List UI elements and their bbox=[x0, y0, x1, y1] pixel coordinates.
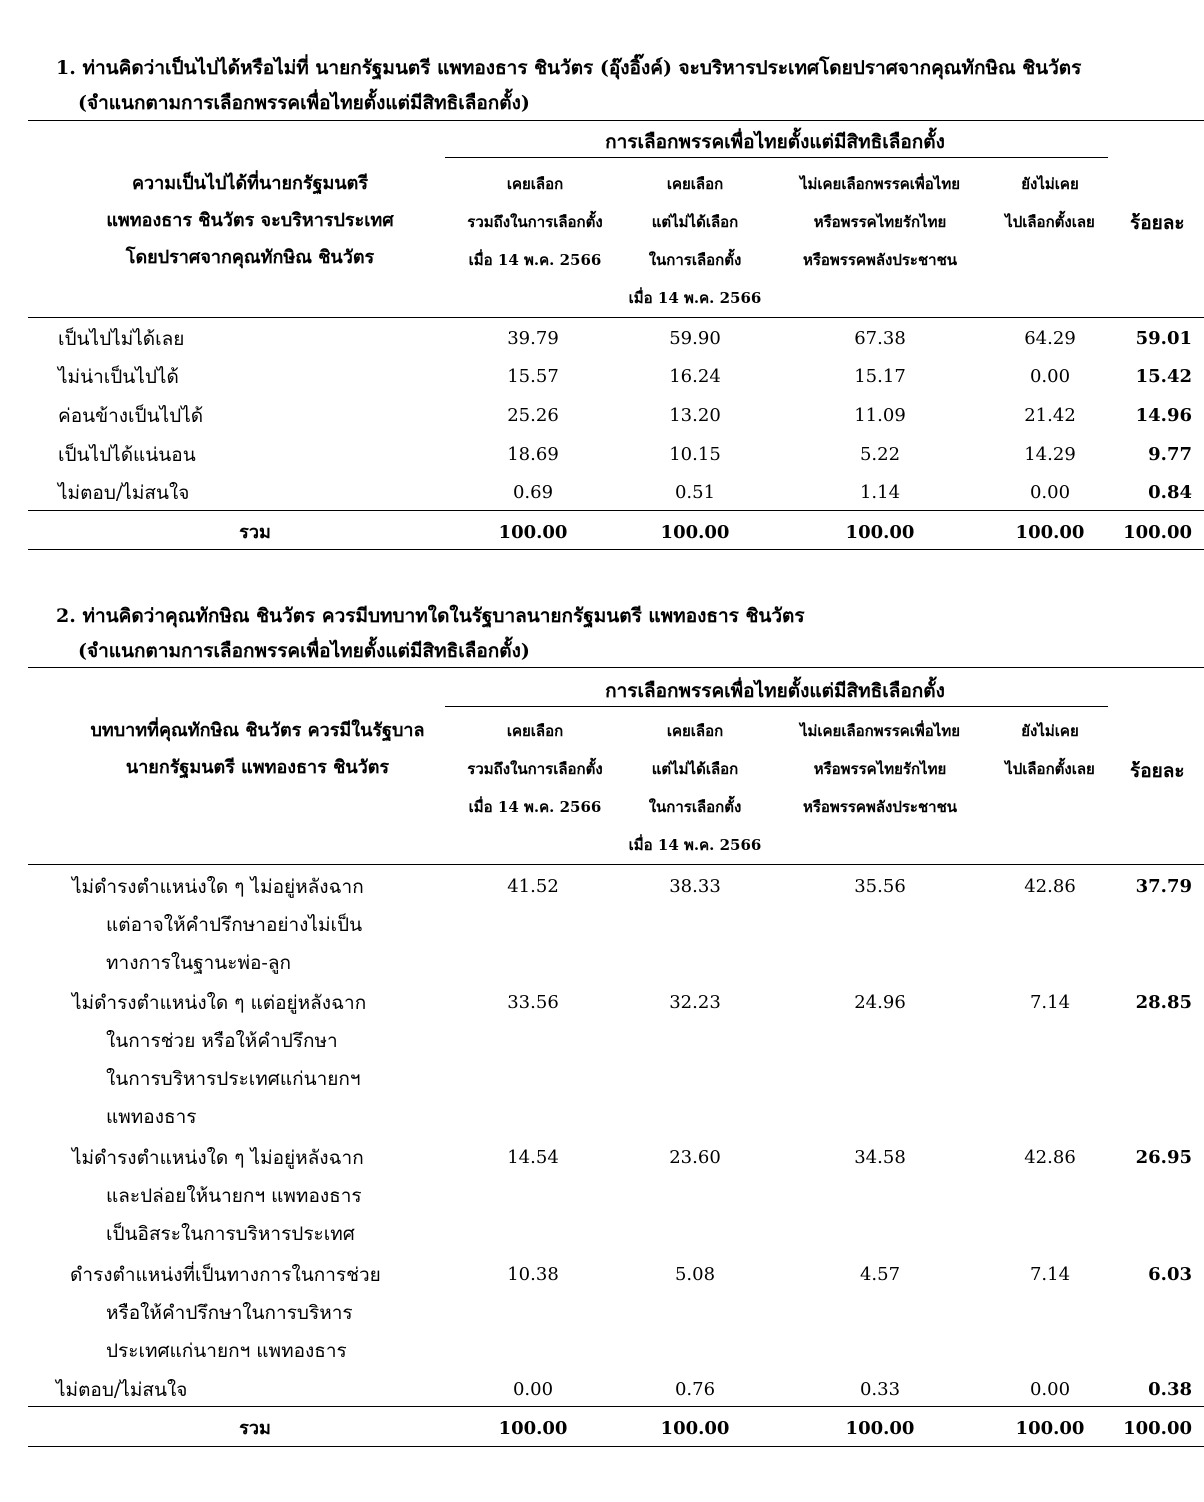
value-cell: 0.00 bbox=[512, 1379, 554, 1400]
table1-top-rule bbox=[28, 120, 1204, 121]
value-cell: 34.58 bbox=[854, 1147, 906, 1168]
table2-col-header-4: ยังไม่เคย ไปเลือกตั้งเลย bbox=[1005, 722, 1095, 778]
table1-col-header-4: ยังไม่เคย ไปเลือกตั้งเลย bbox=[1005, 175, 1095, 231]
total-cell: 100.00 bbox=[845, 522, 915, 543]
value-cell: 1.14 bbox=[859, 482, 901, 503]
value-cell: 0.76 bbox=[674, 1379, 716, 1400]
total-label: รวม bbox=[239, 522, 271, 543]
row-label: ไม่น่าเป็นไปได้ bbox=[58, 366, 179, 388]
value-cell: 0.69 bbox=[512, 482, 554, 503]
value-cell: 16.24 bbox=[669, 366, 721, 387]
table1-group-rule bbox=[445, 157, 1108, 158]
row-label: ไม่ดำรงตำแหน่งใด ๆ ไม่อยู่หลังฉาก และปล่อยให้นายกฯ แพทองธาร เป็นอิสระในการบริหารประเทศ bbox=[72, 1147, 364, 1245]
value-cell: 7.14 bbox=[1029, 1264, 1071, 1285]
value-cell: 38.33 bbox=[669, 876, 721, 897]
value-cell: 33.56 bbox=[507, 992, 559, 1013]
table2-col-header-3: ไม่เคยเลือกพรรคเพื่อไทย หรือพรรคไทยรักไทย หรือพรรคพลังประชาชน bbox=[799, 722, 961, 816]
row-label: ไม่ดำรงตำแหน่งใด ๆ ไม่อยู่หลังฉาก แต่อาจให้คำปรึกษาอย่างไม่เป็น ทางการในฐานะพ่อ-ลูก bbox=[72, 876, 364, 974]
table2-col-header-2: เคยเลือก แต่ไม่ได้เลือก ในการเลือกตั้ง เมื่อ 14 พ.ค. 2566 bbox=[628, 722, 762, 854]
value-cell: 7.14 bbox=[1029, 992, 1071, 1013]
value-cell: 24.96 bbox=[854, 992, 906, 1013]
table2-header-rule bbox=[28, 864, 1204, 865]
row-label: ค่อนข้างเป็นไปได้ bbox=[58, 405, 204, 427]
value-cell: 10.15 bbox=[669, 444, 721, 465]
table1-title: 1. ท่านคิดว่าเป็นไปได้หรือไม่ที่ นายกรัฐมนตรี แพทองธาร ชินวัตร (อุ๊งอิ๊งค์) จะบริหารประเทศโดยปราศจากคุณทักษิณ ชินวัตร bbox=[56, 57, 1082, 79]
table1-col-header-1: เคยเลือก รวมถึงในการเลือกตั้ง เมื่อ 14 พ.ค. 2566 bbox=[467, 175, 603, 269]
value-cell: 59.90 bbox=[669, 328, 721, 349]
table1-header-rule bbox=[28, 317, 1204, 318]
value-cell: 67.38 bbox=[854, 328, 906, 349]
row-label: ไม่ตอบ/ไม่สนใจ bbox=[58, 482, 190, 504]
table2-total-rule bbox=[28, 1406, 1204, 1407]
value-cell: 0.00 bbox=[1029, 482, 1071, 503]
value-cell: 0.33 bbox=[859, 1379, 901, 1400]
total-pct-cell: 100.00 bbox=[1123, 522, 1192, 543]
pct-cell: 0.38 bbox=[1148, 1379, 1192, 1400]
table1-row-header: ความเป็นไปได้ที่นายกรัฐมนตรี แพทองธาร ชินวัตร จะบริหารประเทศ โดยปราศจากคุณทักษิณ ชินวัตร bbox=[106, 173, 394, 268]
value-cell: 15.17 bbox=[854, 366, 906, 387]
row-label: ดำรงตำแหน่งที่เป็นทางการในการช่วย หรือให้คำปรึกษาในการบริหาร ประเทศแก่นายกฯ แพทองธาร bbox=[70, 1264, 381, 1362]
pct-cell: 59.01 bbox=[1135, 328, 1192, 349]
table1-group-header: การเลือกพรรคเพื่อไทยตั้งแต่มีสิทธิเลือกตั้ง bbox=[605, 131, 945, 153]
row-label: เป็นไปไม่ได้เลย bbox=[58, 328, 185, 350]
value-cell: 23.60 bbox=[669, 1147, 721, 1168]
value-cell: 5.22 bbox=[859, 444, 901, 465]
value-cell: 0.51 bbox=[674, 482, 716, 503]
pct-cell: 28.85 bbox=[1135, 992, 1192, 1013]
row-label: เป็นไปได้แน่นอน bbox=[58, 444, 196, 466]
table2-col-header-1: เคยเลือก รวมถึงในการเลือกตั้ง เมื่อ 14 พ.ค. 2566 bbox=[467, 722, 603, 816]
total-cell: 100.00 bbox=[1015, 522, 1085, 543]
table1-pct-header: ร้อยละ bbox=[1130, 212, 1185, 234]
table1-col-header-2: เคยเลือก แต่ไม่ได้เลือก ในการเลือกตั้ง เมื่อ 14 พ.ค. 2566 bbox=[628, 175, 762, 307]
total-pct-cell: 100.00 bbox=[1123, 1418, 1192, 1439]
table1-subtitle: (จำแนกตามการเลือกพรรคเพื่อไทยตั้งแต่มีสิทธิเลือกตั้ง) bbox=[78, 92, 530, 114]
row-label: ไม่ดำรงตำแหน่งใด ๆ แต่อยู่หลังฉาก ในการช่วย หรือให้คำปรึกษา ในการบริหารประเทศแก่นายกฯ แพทองธาร bbox=[72, 992, 367, 1128]
row-label: ไม่ตอบ/ไม่สนใจ bbox=[56, 1379, 188, 1401]
pct-cell: 0.84 bbox=[1148, 482, 1192, 503]
value-cell: 4.57 bbox=[859, 1264, 901, 1285]
pct-cell: 9.77 bbox=[1148, 444, 1192, 465]
pct-cell: 37.79 bbox=[1135, 876, 1192, 897]
value-cell: 0.00 bbox=[1029, 366, 1071, 387]
value-cell: 14.29 bbox=[1024, 444, 1076, 465]
total-cell: 100.00 bbox=[660, 1418, 730, 1439]
value-cell: 39.79 bbox=[507, 328, 559, 349]
total-cell: 100.00 bbox=[498, 522, 568, 543]
value-cell: 21.42 bbox=[1024, 405, 1076, 426]
table2-subtitle: (จำแนกตามการเลือกพรรคเพื่อไทยตั้งแต่มีสิทธิเลือกตั้ง) bbox=[78, 640, 530, 662]
value-cell: 13.20 bbox=[669, 405, 721, 426]
table2-group-rule bbox=[445, 706, 1108, 707]
value-cell: 64.29 bbox=[1024, 328, 1076, 349]
total-cell: 100.00 bbox=[498, 1418, 568, 1439]
value-cell: 41.52 bbox=[507, 876, 559, 897]
table2-title: 2. ท่านคิดว่าคุณทักษิณ ชินวัตร ควรมีบทบาทใดในรัฐบาลนายกรัฐมนตรี แพทองธาร ชินวัตร bbox=[56, 605, 805, 627]
value-cell: 15.57 bbox=[507, 366, 559, 387]
pct-cell: 26.95 bbox=[1135, 1147, 1192, 1168]
value-cell: 35.56 bbox=[854, 876, 906, 897]
value-cell: 14.54 bbox=[507, 1147, 559, 1168]
table2-row-header: บทบาทที่คุณทักษิณ ชินวัตร ควรมีในรัฐบาล นายกรัฐมนตรี แพทองธาร ชินวัตร bbox=[90, 720, 425, 778]
total-cell: 100.00 bbox=[660, 522, 730, 543]
value-cell: 5.08 bbox=[674, 1264, 716, 1285]
total-label: รวม bbox=[239, 1418, 271, 1439]
value-cell: 0.00 bbox=[1029, 1379, 1071, 1400]
pct-cell: 15.42 bbox=[1135, 366, 1192, 387]
total-cell: 100.00 bbox=[1015, 1418, 1085, 1439]
value-cell: 11.09 bbox=[854, 405, 906, 426]
table2-group-header: การเลือกพรรคเพื่อไทยตั้งแต่มีสิทธิเลือกตั้ง bbox=[605, 680, 945, 702]
table2-top-rule bbox=[28, 667, 1204, 668]
table1-bottom-rule bbox=[28, 549, 1204, 550]
table2-bottom-rule bbox=[28, 1446, 1204, 1447]
value-cell: 18.69 bbox=[507, 444, 559, 465]
pct-cell: 14.96 bbox=[1135, 405, 1192, 426]
table2-pct-header: ร้อยละ bbox=[1130, 760, 1185, 782]
table1-col-header-3: ไม่เคยเลือกพรรคเพื่อไทย หรือพรรคไทยรักไทย หรือพรรคพลังประชาชน bbox=[799, 175, 961, 269]
value-cell: 25.26 bbox=[507, 405, 559, 426]
table1-total-rule bbox=[28, 510, 1204, 511]
total-cell: 100.00 bbox=[845, 1418, 915, 1439]
value-cell: 42.86 bbox=[1024, 876, 1076, 897]
pct-cell: 6.03 bbox=[1148, 1264, 1192, 1285]
value-cell: 42.86 bbox=[1024, 1147, 1076, 1168]
value-cell: 32.23 bbox=[669, 992, 721, 1013]
value-cell: 10.38 bbox=[507, 1264, 559, 1285]
